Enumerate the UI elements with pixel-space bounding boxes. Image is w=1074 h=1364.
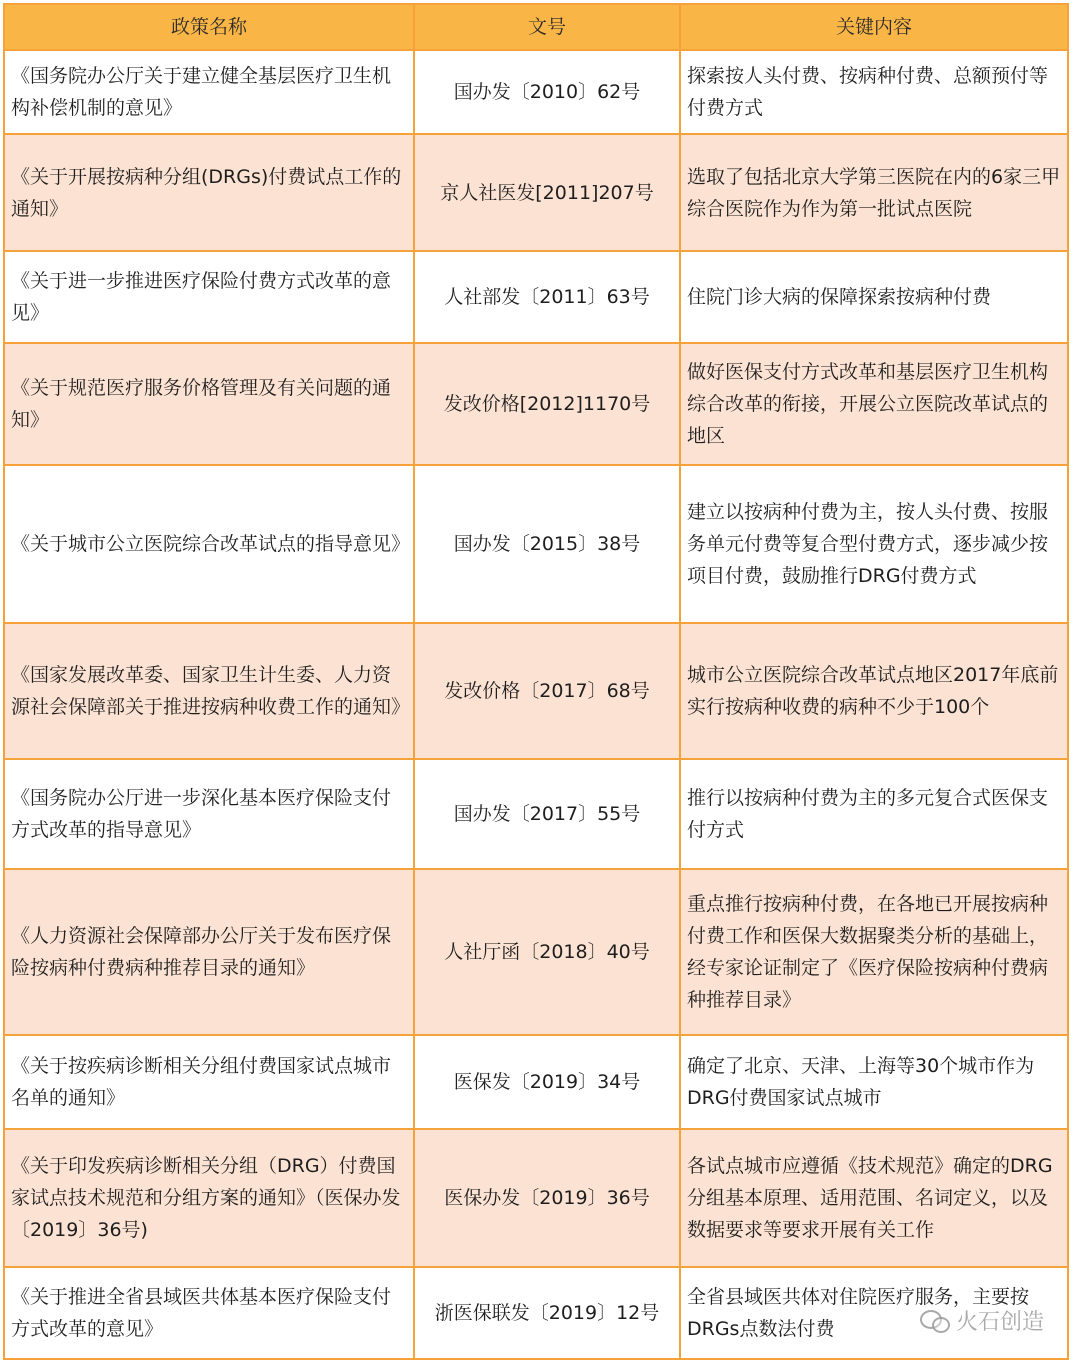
policy-name: 《人力资源社会保障部办公厅关于发布医疗保险按病种付费病种推荐目录的通知》	[4, 869, 414, 1035]
policy-name: 《关于按疾病诊断相关分组付费国家试点城市名单的通知》	[4, 1035, 414, 1129]
document-number: 医保发〔2019〕34号	[414, 1035, 680, 1129]
document-number: 发改价格〔2017〕68号	[414, 623, 680, 759]
table-row	[4, 759, 1068, 869]
document-number: 京人社医发[2011]207号	[414, 134, 680, 251]
policy-name: 《关于印发疾病诊断相关分组（DRG）付费国家试点技术规范和分组方案的通知》（医保办发〔2019〕36号)	[4, 1129, 414, 1267]
document-number: 发改价格[2012]1170号	[414, 343, 680, 465]
table-row	[4, 134, 1068, 251]
policy-name: 《关于开展按病种分组(DRGs)付费试点工作的通知》	[4, 134, 414, 251]
policy-table	[3, 3, 1069, 1360]
document-number: 国办发〔2017〕55号	[414, 759, 680, 869]
table-row	[4, 623, 1068, 759]
table-row	[4, 1129, 1068, 1267]
document-number: 医保办发〔2019〕36号	[414, 1129, 680, 1267]
key-content: 全省县域医共体对住院医疗服务，主要按DRGs点数法付费	[680, 1267, 1068, 1359]
document-number: 国办发〔2010〕62号	[414, 50, 680, 134]
table-row	[4, 465, 1068, 623]
policy-name: 《关于进一步推进医疗保险付费方式改革的意见》	[4, 251, 414, 343]
document-number: 人社部发〔2011〕63号	[414, 251, 680, 343]
document-number: 浙医保联发〔2019〕12号	[414, 1267, 680, 1359]
key-content: 各试点城市应遵循《技术规范》确定的DRG分组基本原理、适用范围、名词定义，以及数据要求等要求开展有关工作	[680, 1129, 1068, 1267]
key-content: 做好医保支付方式改革和基层医疗卫生机构综合改革的衔接，开展公立医院改革试点的地区	[680, 343, 1068, 465]
header-key-content: 关键内容	[680, 4, 1068, 50]
policy-name: 《关于规范医疗服务价格管理及有关问题的通知》	[4, 343, 414, 465]
key-content: 重点推行按病种付费，在各地已开展按病种付费工作和医保大数据聚类分析的基础上，经专家论证制定了《医疗保险按病种付费病种推荐目录》	[680, 869, 1068, 1035]
key-content: 城市公立医院综合改革试点地区2017年底前实行按病种收费的病种不少于100个	[680, 623, 1068, 759]
key-content: 选取了包括北京大学第三医院在内的6家三甲综合医院作为作为第一批试点医院	[680, 134, 1068, 251]
key-content: 推行以按病种付费为主的多元复合式医保支付方式	[680, 759, 1068, 869]
key-content: 建立以按病种付费为主，按人头付费、按服务单元付费等复合型付费方式，逐步减少按项目付费，鼓励推行DRG付费方式	[680, 465, 1068, 623]
policy-name: 《国务院办公厅进一步深化基本医疗保险支付方式改革的指导意见》	[4, 759, 414, 869]
watermark	[920, 1305, 1044, 1336]
table-row	[4, 1035, 1068, 1129]
header-document-number: 文号	[414, 4, 680, 50]
policy-name: 《关于城市公立医院综合改革试点的指导意见》	[4, 465, 414, 623]
policy-name: 《国家发展改革委、国家卫生计生委、人力资源社会保障部关于推进按病种收费工作的通知》	[4, 623, 414, 759]
wechat-icon	[920, 1310, 950, 1332]
watermark-text: 火石创造	[955, 1310, 1044, 1335]
header-row	[4, 4, 1068, 50]
key-content: 住院门诊大病的保障探索按病种付费	[680, 251, 1068, 343]
table-row	[4, 50, 1068, 134]
table-row	[4, 251, 1068, 343]
table-row	[4, 869, 1068, 1035]
key-content: 确定了北京、天津、上海等30个城市作为DRG付费国家试点城市	[680, 1035, 1068, 1129]
document-number: 人社厅函〔2018〕40号	[414, 869, 680, 1035]
table-row	[4, 1267, 1068, 1359]
key-content: 探索按人头付费、按病种付费、总额预付等付费方式	[680, 50, 1068, 134]
header-policy-name: 政策名称	[4, 4, 414, 50]
document-number: 国办发〔2015〕38号	[414, 465, 680, 623]
policy-name: 《国务院办公厅关于建立健全基层医疗卫生机构补偿机制的意见》	[4, 50, 414, 134]
policy-name: 《关于推进全省县域医共体基本医疗保险支付方式改革的意见》	[4, 1267, 414, 1359]
table-row	[4, 343, 1068, 465]
